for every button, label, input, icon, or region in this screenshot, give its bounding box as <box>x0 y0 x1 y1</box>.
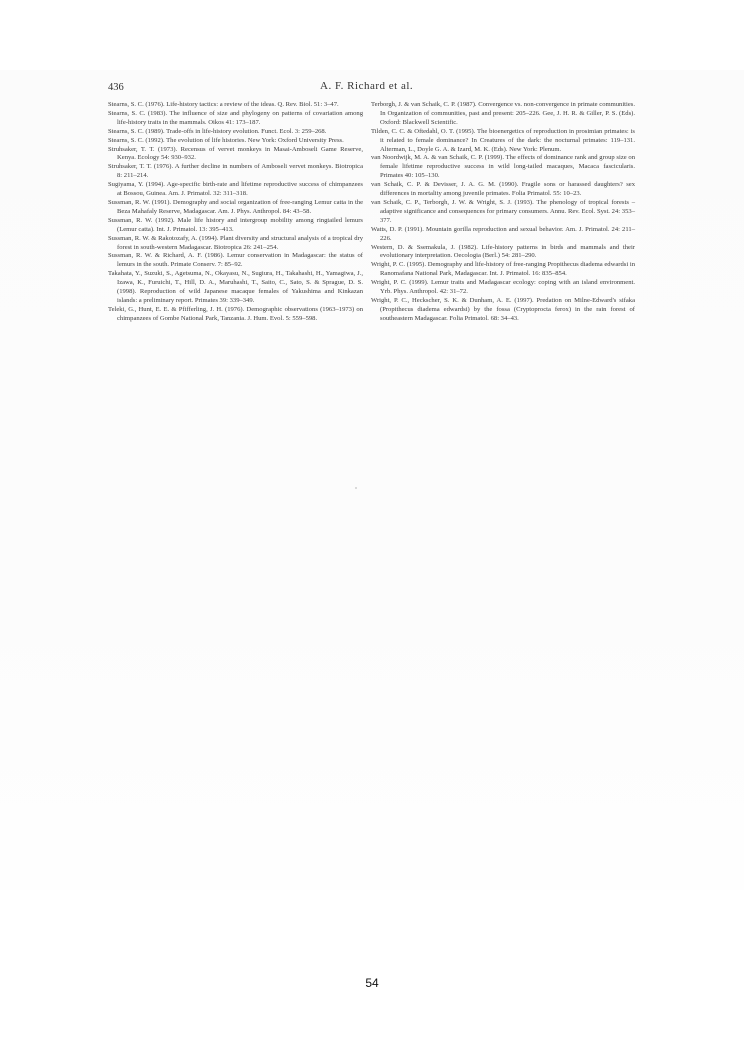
reference-entry: Teleki, G., Hunt, E. E. & Pfifferling, J. H. (1976). Demographic observations (1963–1973) on chimpanzees of Gombe National Park, Tanzania. J. Hum. Evol. 5: 559–598. <box>108 305 363 322</box>
reference-entry: Wright, P. C., Heckscher, S. K. & Dunham, A. E. (1997). Predation on Milne-Edward's sifaka (Propithecus diadema edwardsi) by the fossa (Cryptoprocta ferox) in the rain forest of southeastern Madagascar. Folia Primatol. 68: 34–43. <box>371 296 635 322</box>
reference-entry: Tilden, C. C. & Oftedahl, O. T. (1995). The bioenergetics of reproduction in prosimian primates: is it related to female dominance? In Creatures of the dark: the nocturnal primates: 119–131. Alterman, L., Doyle G. A. & Izard, M. K. (Eds). New York: Plenum. <box>371 127 635 153</box>
reference-entry: Sussman, R. W. (1992). Male life history and intergroup mobility among ringtailed lemurs (Lemur catta). Int. J. Primatol. 13: 395–413. <box>108 216 363 233</box>
reference-entry: Struhsaker, T. T. (1976). A further decline in numbers of Amboseli vervet monkeys. Biotropica 8: 211–214. <box>108 163 363 180</box>
references-left-column <box>108 101 363 324</box>
reference-entry: van Schaik, C. P. & Devisser, J. A. G. M. (1990). Fragile sons or harassed daughters? sex differences in mortality among juvenile primates. Folia Primatol. 55: 10–23. <box>371 181 635 198</box>
reference-entry: Wright, P. C. (1999). Lemur traits and Madagascar ecology: coping with an island environment. Yrb. Phys. Anthropol. 42: 31–72. <box>371 279 635 296</box>
reference-entry: Stearns, S. C. (1983). The influence of size and phylogeny on patterns of covariation among life-history traits in the mammals. Oikos 41: 173–187. <box>108 109 363 126</box>
reference-entry: van Noordwijk, M. A. & van Schaik, C. P. (1999). The effects of dominance rank and group size on female lifetime reproductive success in wild long-tailed macaques, Macaca fascicularis. Primates 40: 105–130. <box>371 154 635 180</box>
reference-entry: Terborgh, J. & van Schaik, C. P. (1987). Convergence vs. non-convergence in primate communities. In Organization of communities, past and present: 205–226. Gee, J. H. R. & Giller, P. S. (Eds). Oxford: Blackwell Scientific. <box>371 101 635 126</box>
reference-entry: Sussman, R. W. & Richard, A. F. (1986). Lemur conservation in Madagascar: the status of lemurs in the south. Primate Conserv. 7: 85–92. <box>108 252 363 269</box>
reference-entry: Struhsaker, T. T. (1973). Recensus of vervet monkeys in Masai-Amboseli Game Reserve, Kenya. Ecology 54: 930–932. <box>108 145 363 162</box>
reference-entry: Wright, P. C. (1995). Demography and life-history of free-ranging Propithecus diadema edwardsi in Ranomafana National Park, Madagascar. Int. J. Primatol. 16: 835–854. <box>371 261 635 278</box>
reference-entry: Sussman, R. W. & Rakotozafy, A. (1994). Plant diversity and structural analysis of a tropical dry forest in south-western Madagascar. Biotropica 26: 241–254. <box>108 234 363 251</box>
references-right-column <box>371 101 635 324</box>
journal-page-number: 436 <box>108 82 124 93</box>
running-head: A. F. Richard et al. <box>320 80 414 92</box>
pdf-page-number: 54 <box>365 976 379 990</box>
reference-entry: Sugiyama, Y. (1994). Age-specific birth-rate and lifetime reproductive success of chimpanzees at Bossou, Guinea. Am. J. Primatol. 32: 311–318. <box>108 181 363 198</box>
reference-entry: Stearns, S. C. (1976). Life-history tactics: a review of the ideas. Q. Rev. Biol. 51: 3–47. <box>108 101 339 108</box>
reference-entry: Sussman, R. W. (1991). Demography and social organization of free-ranging Lemur catta in the Beza Mahafaly Reserve, Madagascar. Am. J. Phys. Anthropol. 84: 43–58. <box>108 198 363 215</box>
reference-entry: Stearns, S. C. (1992). The evolution of life histories. New York: Oxford University Press. <box>108 136 344 144</box>
reference-entry: Western, D. & Ssemakula, J. (1982). Life-history patterns in birds and mammals and their evolutionary interpretation. Oecologia (Berl.) 54: 281–290. <box>371 243 635 260</box>
reference-entry: Stearns, S. C. (1989). Trade-offs in life-history evolution. Funct. Ecol. 3: 259–268. <box>108 127 327 135</box>
scan-speck <box>355 487 357 489</box>
reference-entry: Takahata, Y., Suzuki, S., Agetsuma, N., Okayasu, N., Sugiura, H., Takahashi, H., Yamagiwa, J., Izawa, K., Furuichi, T., Hill, D. A., Maruhashi, T., Saito, C., Sato, S. & Sprague, D. S. (1998). Reproduction of wild Japanese macaque females of Yakushima and Kinkazan islands: a preliminary report. Primates 39: 339–349. <box>108 270 363 304</box>
reference-entry: Watts, D. P. (1991). Mountain gorilla reproduction and sexual behavior. Am. J. Primatol. 24: 211–226. <box>371 225 635 242</box>
reference-entry: van Schaik, C. P., Terborgh, J. W. & Wright, S. J. (1993). The phenology of tropical forests – adaptive significance and consequences for primary consumers. Annu. Rev. Ecol. Syst. 24: 353–377. <box>371 198 635 224</box>
